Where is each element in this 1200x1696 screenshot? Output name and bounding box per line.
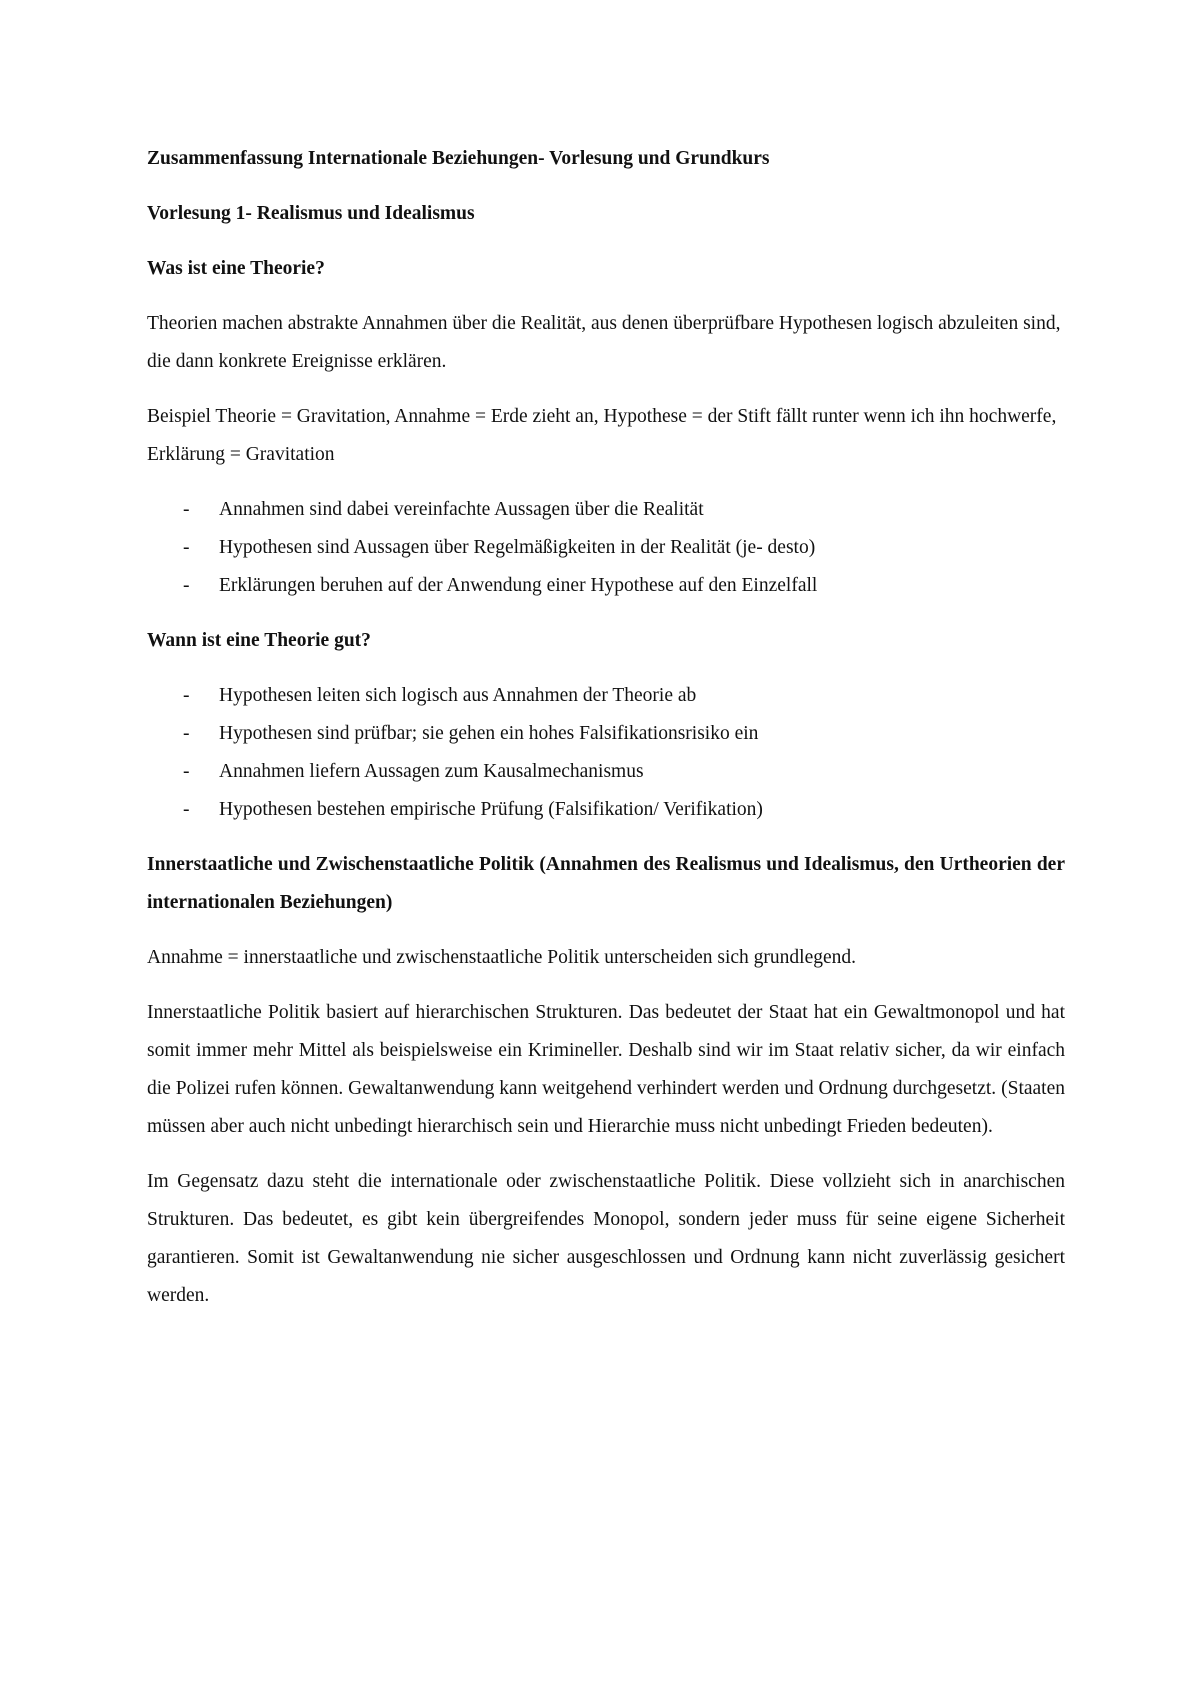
list-item-text: Annahmen sind dabei vereinfachte Aussagen über die Realität [219, 499, 704, 520]
list-item-text: Hypothesen sind prüfbar; sie gehen ein hohes Falsifikationsrisiko ein [219, 723, 759, 744]
list-item [147, 715, 1065, 753]
list-item-text: Hypothesen leiten sich logisch aus Annahmen der Theorie ab [219, 685, 697, 706]
paragraph-theory-example: Beispiel Theorie = Gravitation, Annahme = Erde zieht an, Hypothese = der Stift fällt runter wenn ich ihn hochwerfe, Erklärung = Gravitation [147, 406, 1057, 465]
bullet-list-good-theory [147, 677, 1065, 829]
document-title: Zusammenfassung Internationale Beziehungen- Vorlesung und Grundkurs [147, 148, 770, 169]
list-item-text: Annahmen liefern Aussagen zum Kausalmechanismus [219, 761, 644, 782]
bullet-marker: - [183, 799, 190, 820]
list-item [147, 567, 1065, 605]
bullet-marker: - [183, 575, 190, 596]
list-item [147, 529, 1065, 567]
lecture-heading: Vorlesung 1- Realismus und Idealismus [147, 203, 475, 224]
bullet-marker: - [183, 723, 190, 744]
paragraph-theory-definition: Theorien machen abstrakte Annahmen über die Realität, aus denen überprüfbare Hypothesen logisch abzuleiten sind, die dann konkrete Ereignisse erklären. [147, 313, 1061, 372]
list-item [147, 791, 1065, 829]
list-item [147, 753, 1065, 791]
bullet-marker: - [183, 537, 190, 558]
paragraph-assumption: Annahme = innerstaatliche und zwischenstaatliche Politik unterscheiden sich grundlegend. [147, 947, 856, 968]
paragraph-international-politics: Im Gegensatz dazu steht die internationale oder zwischenstaatliche Politik. Diese vollzieht sich in anarchischen Strukturen. Das bedeutet, es gibt kein übergreifendes Monopol, sondern jeder muss für seine eigene Sicherheit garantieren. Somit ist Gewaltanwendung nie sicher ausgeschlossen und Ordnung kann nicht zuverlässig gesichert werden. [147, 1171, 1065, 1306]
bullet-marker: - [183, 685, 190, 706]
bullet-list-theory [147, 491, 1065, 605]
document-page [147, 140, 1065, 1332]
paragraph-domestic-politics: Innerstaatliche Politik basiert auf hierarchischen Strukturen. Das bedeutet der Staat hat ein Gewaltmonopol und hat somit immer mehr Mittel als beispielsweise ein Krimineller. Deshalb sind wir im Staat relativ sicher, da wir einfach die Polizei rufen können. Gewaltanwendung kann weitgehend verhindert werden und Ordnung durchgesetzt. (Staaten müssen aber auch nicht unbedingt hierarchisch sein und Hierarchie muss nicht unbedingt Frieden bedeuten). [147, 1002, 1065, 1137]
list-item [147, 491, 1065, 529]
section-heading-politics: Innerstaatliche und Zwischenstaatliche Politik (Annahmen des Realismus und Idealismus, den Urtheorien der internationalen Beziehungen) [147, 854, 1065, 913]
list-item [147, 677, 1065, 715]
section-heading-theory: Was ist eine Theorie? [147, 258, 325, 279]
bullet-marker: - [183, 761, 190, 782]
bullet-marker: - [183, 499, 190, 520]
list-item-text: Hypothesen bestehen empirische Prüfung (Falsifikation/ Verifikation) [219, 799, 763, 820]
section-heading-good-theory: Wann ist eine Theorie gut? [147, 630, 371, 651]
list-item-text: Erklärungen beruhen auf der Anwendung einer Hypothese auf den Einzelfall [219, 575, 818, 596]
list-item-text: Hypothesen sind Aussagen über Regelmäßigkeiten in der Realität (je- desto) [219, 537, 816, 558]
